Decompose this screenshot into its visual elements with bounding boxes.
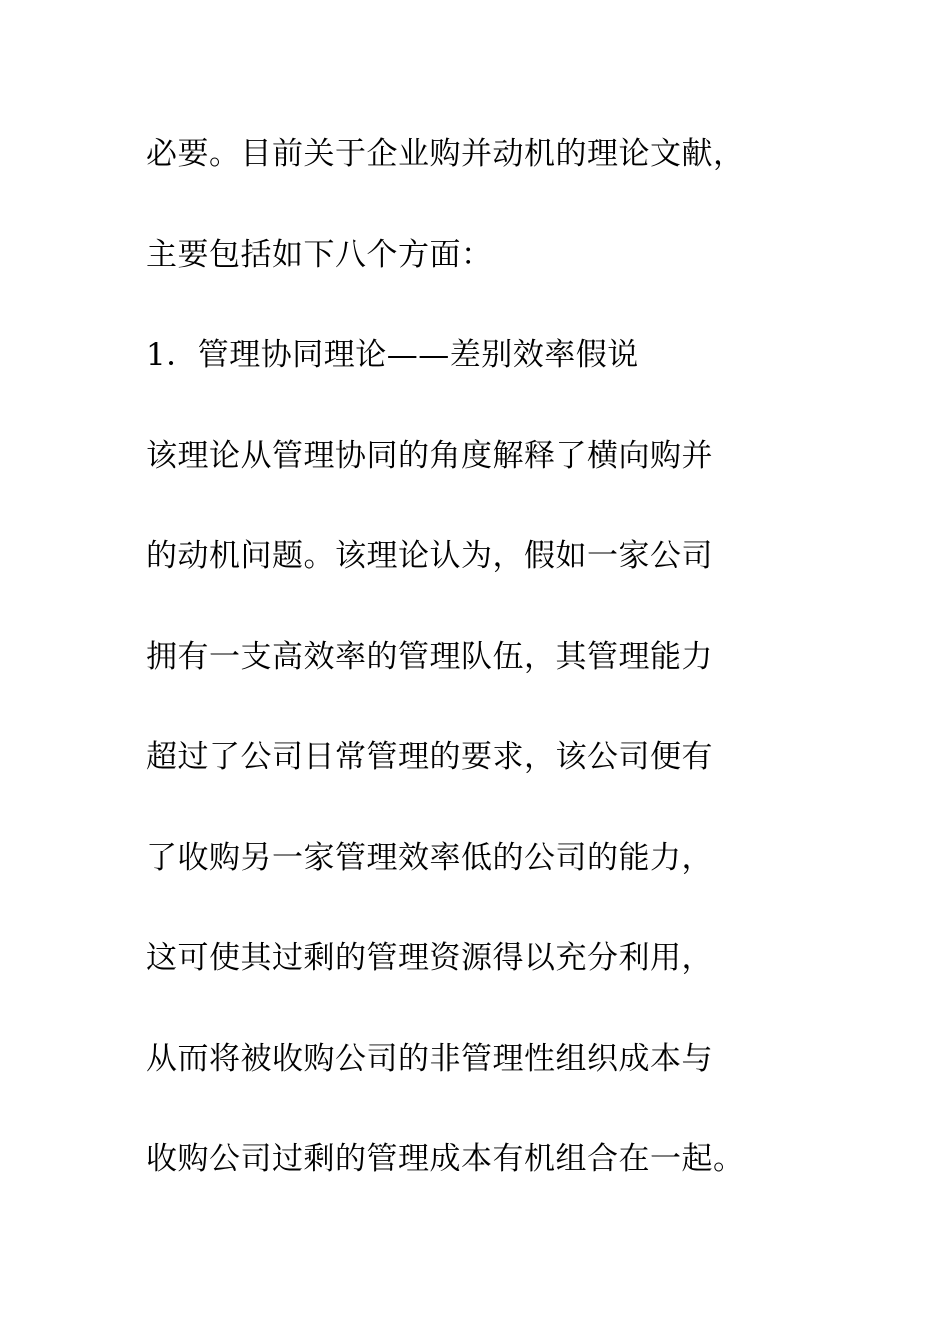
body-text [146,124,846,1230]
text-line-2: 主要包括如下八个方面： [146,236,493,273]
text-line-4: 该理论从管理协同的角度解释了横向购并 [146,437,713,474]
text-line-7: 超过了公司日常管理的要求，该公司便有 [146,739,713,775]
text-line-5: 的动机问题。该理论认为，假如一家公司 [146,538,713,574]
text-line-9: 这可使其过剩的管理资源得以充分利用， [146,940,713,976]
text-line-10: 从而将被收购公司的非管理性组织成本与 [146,1040,713,1077]
text-line-1: 必要。目前关于企业购并动机的理论文献， [146,136,745,172]
text-line-8: 了收购另一家管理效率低的公司的能力， [146,839,713,876]
text-line-11: 收购公司过剩的管理成本有机组合在一起。 [146,1141,745,1177]
text-line-6: 拥有一支高效率的管理队伍，其管理能力 [146,638,713,675]
section-heading: 1．管理协同理论——差别效率假说 [146,337,639,373]
